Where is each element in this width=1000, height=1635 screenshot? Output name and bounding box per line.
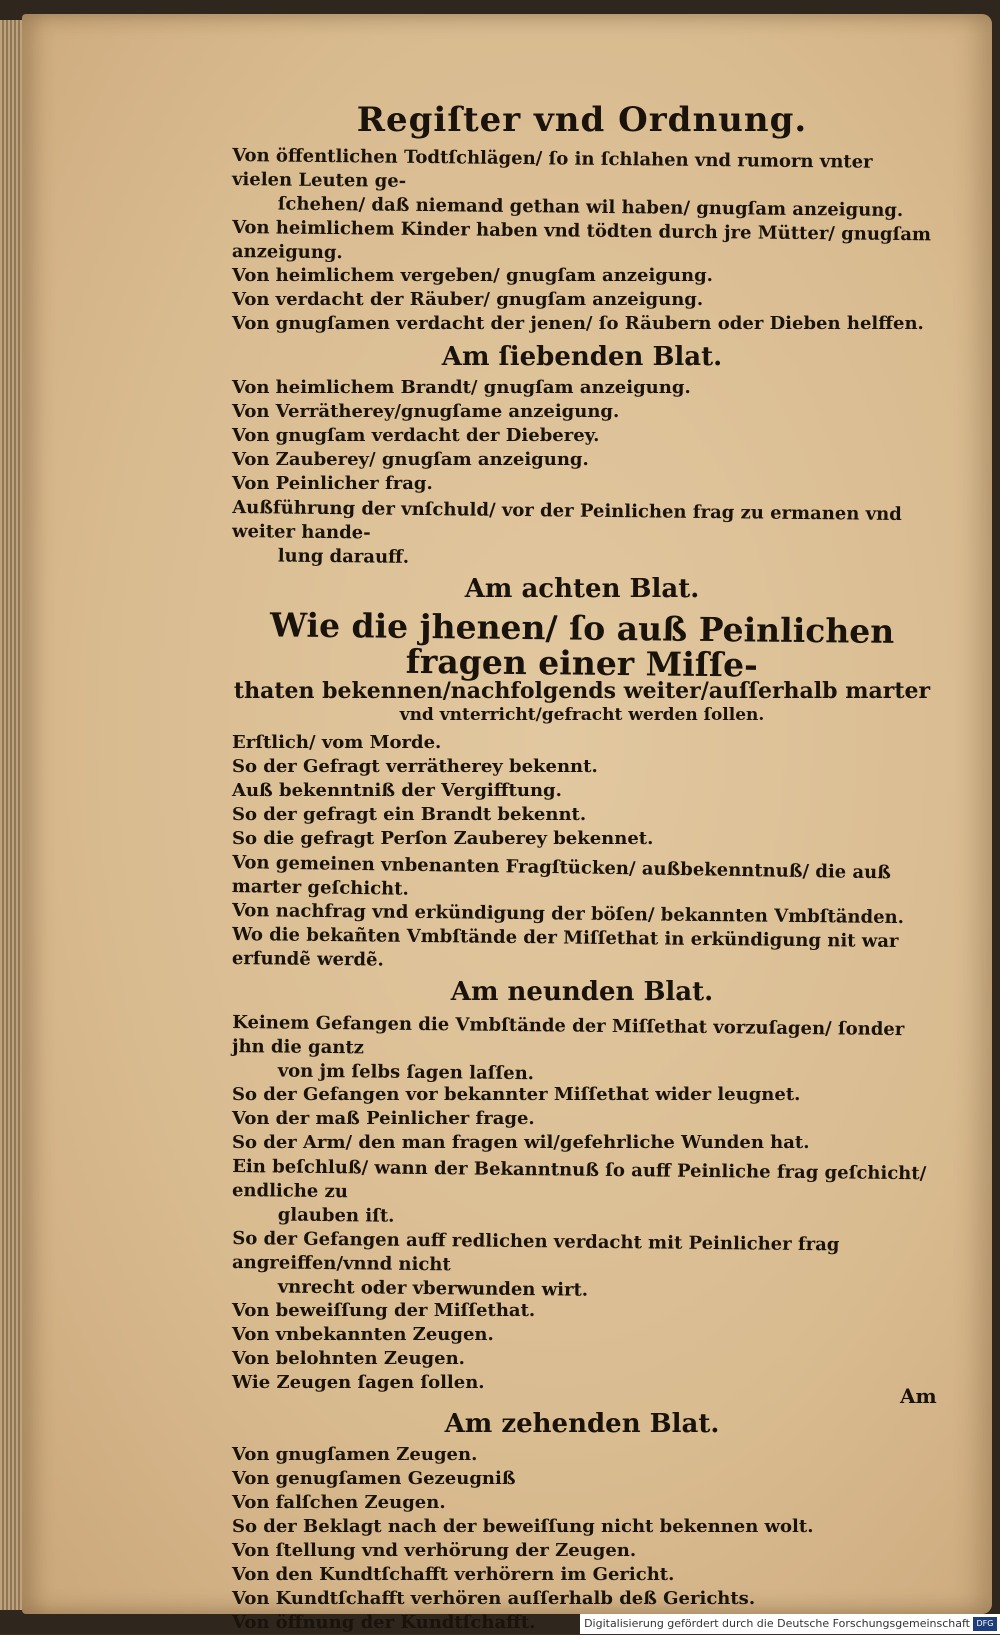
list-item — [232, 1155, 933, 1234]
register-text-block — [232, 100, 932, 1635]
list-item: Von Verrätherey/gnugſame anzeigung. — [232, 401, 620, 422]
list-item: Von Zauberey/ gnugſam anzeigung. — [232, 449, 589, 470]
entry-text: So der Gefangen auff redlichen verdacht mit Peinlicher frag angreiffen/vnnd nicht — [231, 1227, 840, 1276]
section-8-heading-line-2: thaten bekennen/nachfolgends weiter/auſſerhalb marter — [233, 678, 931, 705]
list-item: Von Kundtſchafft verhören auſſerhalb deß Gerichts. — [232, 1587, 756, 1609]
entry-continuation: von jm ſelbs ſagen laſſen. — [277, 1060, 535, 1085]
section-7-entry-list — [232, 376, 932, 568]
section-heading-8: Am achten Blat. — [464, 574, 700, 604]
list-item: So der Gefangen vor bekannter Miſſethat wider leugnet. — [232, 1083, 801, 1105]
list-item: So der gefragt ein Brandt bekennt. — [232, 803, 587, 825]
list-item: Von gnugſamen Zeugen. — [232, 1443, 478, 1465]
section-8-heading-line-3: vnd vnterricht/gefracht werden ſollen. — [399, 704, 765, 725]
catchword: Am — [900, 1384, 937, 1408]
list-item — [232, 1227, 933, 1306]
digitization-footer — [580, 1614, 1000, 1634]
list-item: Von nachfrag vnd erkündigung der böſen/ bekannten Vmbſtänden. — [231, 899, 905, 929]
entry-text: Ein beſchluß/ wann der Bekanntnuß ſo auff Peinliche frag geſchicht/ endliche zu — [231, 1155, 927, 1203]
list-item: Von belohnten Zeugen. — [232, 1347, 465, 1369]
page-title: Regiſter vnd Ordnung. — [356, 100, 808, 140]
list-item: Erſtlich/ vom Morde. — [232, 731, 442, 753]
list-item — [232, 496, 933, 575]
section-8-entry-list — [232, 731, 932, 971]
list-item: Wie Zeugen ſagen ſollen. — [232, 1371, 485, 1393]
list-item: Von Peinlicher frag. — [232, 473, 433, 494]
entry-continuation: vnrecht oder vberwunden wirt. — [277, 1276, 589, 1301]
entry-continuation: ſchehen/ daß niemand gethan wil haben/ gnugſam anzeigung. — [277, 193, 904, 222]
list-item: Von falſchen Zeugen. — [232, 1491, 446, 1513]
list-item: Von heimlichem Kinder haben vnd tödten durch jre Mütter/ gnugſam anzeigung. — [231, 217, 932, 264]
list-item: Von gemeinen vnbenanten Fragſtücken/ außbekenntnuß/ die auß marter geſchicht. — [231, 851, 892, 900]
section-10-entry-list — [232, 1443, 932, 1635]
entry-continuation: glauben iſt. — [277, 1204, 395, 1227]
list-item: So die gefragt Perſon Zauberey bekennet. — [232, 827, 654, 849]
list-item: Von gnugſamen verdacht der jenen/ ſo Räubern oder Dieben helffen. — [232, 313, 924, 334]
list-item: So der Beklagt nach der beweiſſung nicht bekennen wolt. — [232, 1515, 814, 1537]
list-item: Auß bekenntniß der Vergifftung. — [232, 779, 562, 801]
dfg-logo-icon: DFG — [973, 1617, 997, 1631]
list-item — [232, 144, 933, 223]
list-item: So der Gefragt verrätherey bekennt. — [232, 755, 598, 777]
section-heading-10: Am zehenden Blat. — [444, 1408, 720, 1439]
entry-text: Keinem Gefangen die Vmbſtände der Miſſethat vorzuſagen/ ſonder jhn die gantz — [231, 1011, 905, 1059]
list-item: So der Arm/ den man fragen wil/gefehrliche Wunden hat. — [232, 1131, 810, 1153]
list-item — [232, 1011, 933, 1090]
list-item: Wo die bekañten Vmbſtände der Miſſethat in erkündigung nit war erfundẽ werdẽ. — [231, 923, 899, 971]
entry-text: Außführung der vnſchuld/ vor der Peinlichen frag zu ermanen vnd weiter hande- — [231, 497, 902, 544]
entry-continuation: lung darauff. — [277, 545, 410, 568]
list-item: Von vnbekannten Zeugen. — [232, 1323, 494, 1345]
intro-entry-list — [232, 144, 932, 336]
list-item: Von verdacht der Räuber/ gnugſam anzeigung. — [232, 289, 704, 310]
list-item: Von öffnung der Kundtſchafft. — [232, 1611, 536, 1633]
list-item: Von den Kundtſchafft verhörern im Gericht. — [232, 1563, 675, 1585]
section-9-entry-list — [232, 1011, 932, 1395]
section-8-heading-line-1: Wie die jhenen/ ſo auß Peinlichen fragen einer Miſſe- — [269, 605, 895, 685]
section-heading-9: Am neunden Blat. — [450, 976, 714, 1007]
list-item: Von genugſamen Gezeugniß — [232, 1467, 516, 1489]
list-item: Von ſtellung vnd verhörung der Zeugen. — [232, 1539, 637, 1561]
list-item: Von heimlichem vergeben/ gnugſam anzeigung. — [232, 265, 713, 286]
list-item: Von heimlichem Brandt/ gnugſam anzeigung. — [232, 377, 691, 398]
footer-text: Digitalisierung gefördert durch die Deutsche Forschungsgemeinschaft — [584, 1617, 970, 1630]
section-heading-7: Am ſiebenden Blat. — [441, 342, 723, 372]
list-item: Von gnugſam verdacht der Dieberey. — [232, 425, 600, 446]
list-item: Von beweiſſung der Miſſethat. — [232, 1299, 536, 1321]
entry-text: Von öffentlichen Todtſchlägen/ ſo in ſchlahen vnd rumorn vnter vielen Leuten ge- — [231, 145, 873, 192]
list-item: Von der maß Peinlicher frage. — [232, 1107, 535, 1129]
